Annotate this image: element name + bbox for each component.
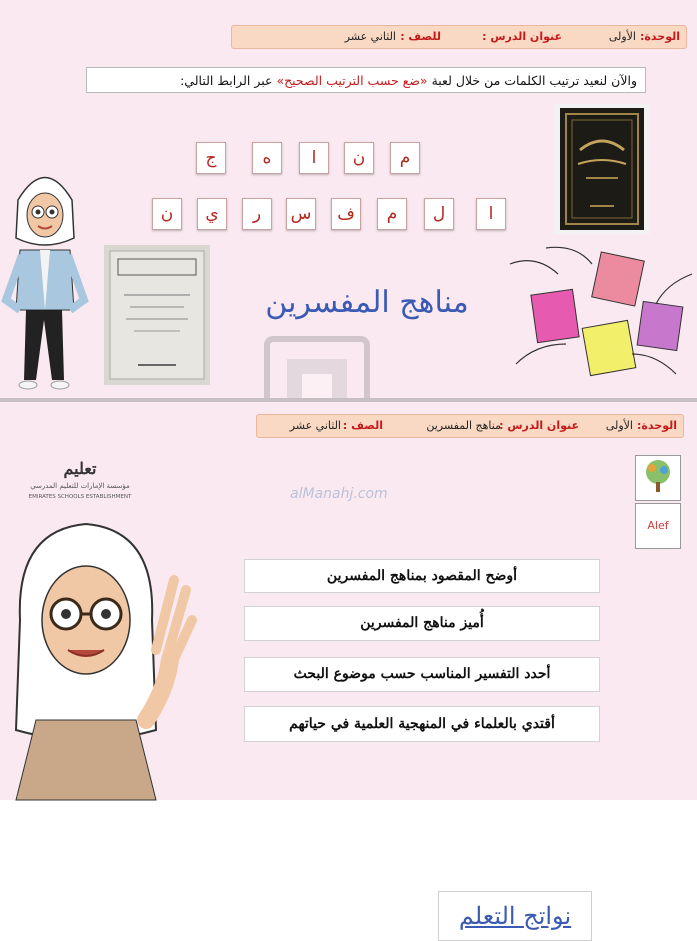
letter-tile[interactable]: م — [390, 142, 420, 174]
outcome-item: أُميز مناهج المفسرين — [244, 606, 600, 641]
grade-value: الثاني عشر — [289, 419, 341, 432]
unit-value: الأولى — [605, 419, 633, 432]
slide-word-game — [0, 0, 697, 398]
logo-org-en: EMIRATES SCHOOLS ESTABLISHMENT — [28, 494, 132, 500]
school-logo — [20, 458, 140, 516]
letter-tile[interactable]: ا — [476, 198, 506, 230]
alef-logo: Alef — [635, 503, 681, 549]
instruction-text-end: عبر الرابط التالي: — [180, 73, 273, 88]
tree-logo — [635, 455, 681, 501]
lesson-title: مناهج المفسرين — [265, 285, 469, 320]
lesson-header — [256, 414, 684, 438]
logo-org-ar: مؤسسة الإمارات للتعليم المدرسي — [30, 482, 130, 490]
letter-tile[interactable]: ن — [152, 198, 182, 230]
hands-cards-illustration — [506, 244, 696, 394]
outcomes-title: نواتج التعلم — [438, 891, 592, 941]
lesson-value: مناهج المفسرين — [426, 419, 501, 432]
lesson-label: عنوان الدرس : — [499, 419, 579, 432]
book-cover-image-manahij — [554, 104, 650, 234]
watermark-text: alManahj.com — [290, 486, 388, 502]
unit-label: الوحدة: — [640, 30, 680, 43]
letter-tile[interactable]: ر — [242, 198, 272, 230]
letter-tile[interactable]: ل — [424, 198, 454, 230]
grade-label: الصف : — [342, 419, 383, 432]
letter-tile[interactable]: ج — [196, 142, 226, 174]
instruction-text: والآن لنعيد ترتيب الكلمات من خلال لعبة — [431, 73, 637, 88]
outcome-item: أحدد التفسير المناسب حسب موضوع البحث — [244, 657, 600, 692]
game-instruction — [86, 67, 646, 93]
unit-label: الوحدة: — [637, 419, 677, 432]
outcome-item: أوضح المقصود بمناهج المفسرين — [244, 559, 600, 593]
teacher-avatar — [0, 160, 90, 394]
letter-tile[interactable]: ف — [331, 198, 361, 230]
book-cover-image-tafsir — [104, 245, 210, 385]
letter-tile[interactable]: ي — [197, 198, 227, 230]
letter-tile[interactable]: ا — [299, 142, 329, 174]
teacher-avatar-waving — [6, 510, 192, 800]
grade-value: الثاني عشر — [344, 30, 396, 43]
letter-tile[interactable]: م — [377, 198, 407, 230]
game-link[interactable]: «ضع حسب الترتيب الصحيح» — [276, 73, 428, 88]
slide-learning-outcomes — [0, 402, 697, 930]
lesson-label: عنوان الدرس : — [482, 30, 562, 43]
logo-name: تعليم — [63, 459, 97, 478]
grade-label: للصف : — [400, 30, 441, 43]
outcome-item: أقتدي بالعلماء في المنهجية العلمية في حياتهم — [244, 706, 600, 742]
unit-value: الأولى — [608, 30, 636, 43]
lesson-header — [231, 25, 687, 49]
letter-tile[interactable]: ه — [252, 142, 282, 174]
letter-tile[interactable]: ن — [344, 142, 374, 174]
letter-tile[interactable]: س — [286, 198, 316, 230]
